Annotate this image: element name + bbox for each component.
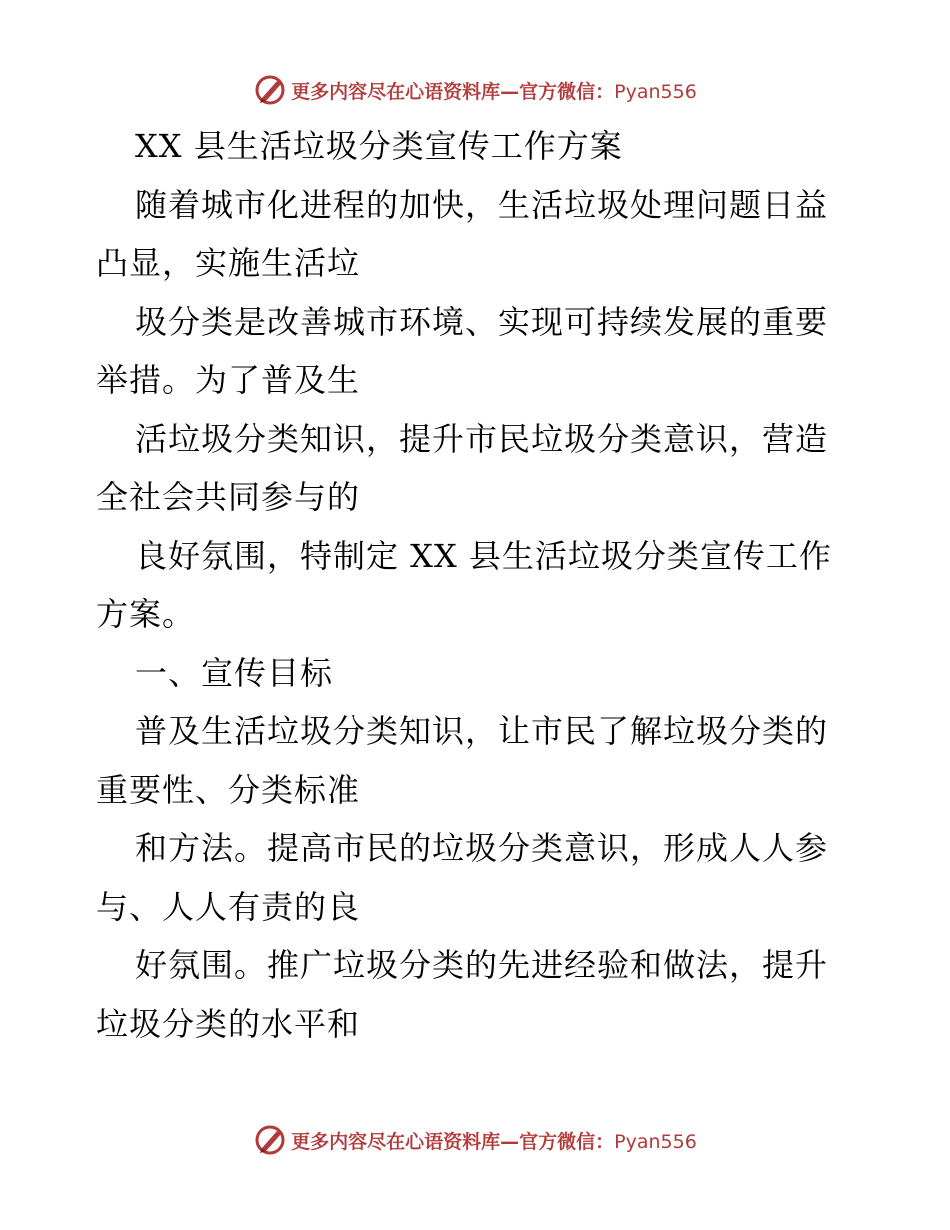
pen-circle-logo-icon: [253, 1123, 287, 1157]
section-heading: 一、宣传目标: [135, 654, 334, 692]
paragraph-line: 好氛围。推广垃圾分类的先进经验和做法，提升: [135, 946, 829, 984]
paragraph-line: 随着城市化进程的加快，生活垃圾处理问题日益: [135, 186, 829, 224]
paragraph-line: 普及生活垃圾分类知识，让市民了解垃圾分类的: [135, 712, 829, 750]
banner-text: [291, 1127, 697, 1154]
paragraph-line: 举措。为了普及生: [96, 361, 361, 399]
paragraph-line: 全社会共同参与的: [96, 478, 361, 516]
paragraph-line: 方案。: [96, 595, 196, 633]
banner-wechat-id: Pyan556: [614, 80, 697, 103]
paragraph-line: 与、人人有责的良: [96, 888, 361, 926]
paragraph-line: 重要性、分类标准: [96, 771, 361, 809]
paragraph-line: 凸显，实施生活垃: [96, 244, 361, 282]
paragraph-line: 良好氛围，特制定 XX 县生活垃圾分类宣传工作: [135, 537, 832, 575]
banner-wechat-id: Pyan556: [614, 1130, 697, 1153]
banner-slogan: 更多内容尽在心语资料库—官方微信：: [291, 1130, 615, 1153]
banner-slogan: 更多内容尽在心语资料库—官方微信：: [291, 80, 615, 103]
document-title: XX 县生活垃圾分类宣传工作方案: [135, 127, 623, 165]
paragraph-line: 活垃圾分类知识，提升市民垃圾分类意识，营造: [135, 420, 829, 458]
footer-banner: [0, 1120, 950, 1160]
paragraph-line: 垃圾分类的水平和: [96, 1005, 361, 1043]
paragraph-line: 圾分类是改善城市环境、实现可持续发展的重要: [135, 303, 829, 341]
paragraph-line: 和方法。提高市民的垃圾分类意识，形成人人参: [135, 829, 829, 867]
